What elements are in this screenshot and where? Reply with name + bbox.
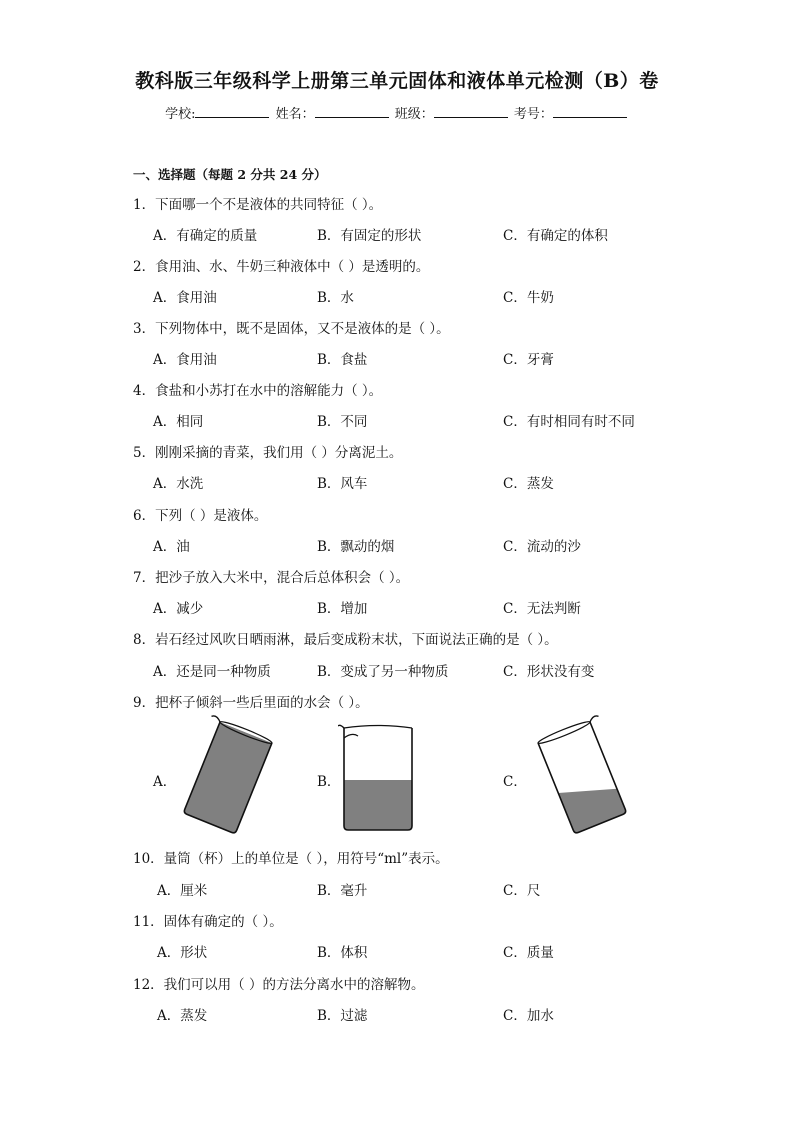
question-4: 4．食盐和小苏打在水中的溶解能力（ ）。 [133,383,383,399]
number-blank[interactable] [553,105,627,118]
question-1-option-c[interactable]: C．有确定的体积 [503,228,608,244]
question-11: 11．固体有确定的（ ）。 [133,914,283,930]
question-8-option-c[interactable]: C．形状没有变 [503,664,595,680]
question-10-option-b[interactable]: B．毫升 [317,883,368,899]
question-9-option-a[interactable]: A． [153,774,177,790]
class-label: 班级： [394,107,434,122]
question-5-option-a[interactable]: A．水洗 [153,476,204,492]
question-1-option-a[interactable]: A．有确定的质量 [153,228,258,244]
question-5-option-c[interactable]: C．蒸发 [503,476,554,492]
question-3-option-c[interactable]: C．牙膏 [503,352,554,368]
question-3-option-a[interactable]: A．食用油 [153,352,217,368]
page-title: 教科版三年级科学上册第三单元固体和液体单元检测（B）卷 [135,70,659,92]
question-4-option-c[interactable]: C．有时相同有时不同 [503,414,635,430]
question-3-option-b[interactable]: B．食盐 [317,352,368,368]
question-6-option-c[interactable]: C．流动的沙 [503,539,581,555]
question-7-option-a[interactable]: A．减少 [153,601,204,617]
school-label: 学校: [165,107,196,122]
question-10-option-c[interactable]: C．尺 [503,883,541,899]
question-6-option-a[interactable]: A．油 [153,539,190,555]
question-2-option-a[interactable]: A．食用油 [153,290,217,306]
question-7-option-b[interactable]: B．增加 [317,601,368,617]
question-6-option-b[interactable]: B．飘动的烟 [317,539,395,555]
question-11-option-a[interactable]: A．形状 [157,945,208,961]
name-blank[interactable] [315,105,389,118]
name-label: 姓名： [275,107,315,122]
class-blank[interactable] [434,105,508,118]
question-2: 2．食用油、水、牛奶三种液体中（ ）是透明的。 [133,259,430,275]
question-2-option-c[interactable]: C．牛奶 [503,290,554,306]
question-10: 10．量筒（杯）上的单位是（ ），用符号“ml”表示。 [133,851,449,867]
question-8-option-b[interactable]: B．变成了另一种物质 [317,664,449,680]
question-9: 9．把杯子倾斜一些后里面的水会（ ）。 [133,695,369,711]
upright-beaker-icon [338,718,418,834]
question-1: 1．下面哪一个不是液体的共同特征（ ）。 [133,197,383,213]
question-11-option-c[interactable]: C．质量 [503,945,554,961]
question-5: 5．刚刚采摘的青菜，我们用（ ）分离泥土。 [133,445,403,461]
question-1-option-b[interactable]: B．有固定的形状 [317,228,422,244]
question-10-option-a[interactable]: A．厘米 [157,883,208,899]
question-12-option-b[interactable]: B．过滤 [317,1008,368,1024]
question-7: 7．把沙子放入大米中，混合后总体积会（ ）。 [133,570,410,586]
number-label: 考号： [513,107,553,122]
question-7-option-c[interactable]: C．无法判断 [503,601,581,617]
question-8-option-a[interactable]: A．还是同一种物质 [153,664,271,680]
question-12-option-a[interactable]: A．蒸发 [157,1008,208,1024]
question-6: 6．下列（ ）是液体。 [133,508,268,524]
question-2-option-b[interactable]: B．水 [317,290,354,306]
question-5-option-b[interactable]: B．风车 [317,476,368,492]
question-9-option-c[interactable]: C． [503,774,527,790]
question-4-option-b[interactable]: B．不同 [317,414,368,430]
question-3: 3．下列物体中，既不是固体，又不是液体的是（ ）。 [133,321,450,337]
question-12: 12．我们可以用（ ）的方法分离水中的溶解物。 [133,977,425,993]
question-11-option-b[interactable]: B．体积 [317,945,368,961]
question-9-option-b[interactable]: B． [317,774,341,790]
question-8: 8．岩石经过风吹日晒雨淋，最后变成粉末状，下面说法正确的是（ ）。 [133,632,558,648]
tilted-beaker-left-icon [168,715,288,839]
question-12-option-c[interactable]: C．加水 [503,1008,554,1024]
tilted-beaker-right-icon [522,715,642,839]
question-4-option-a[interactable]: A．相同 [153,414,204,430]
section-title: 一、选择题（每题 2 分共 24 分） [133,167,327,182]
student-info-line [0,103,794,122]
school-blank[interactable] [195,105,269,118]
